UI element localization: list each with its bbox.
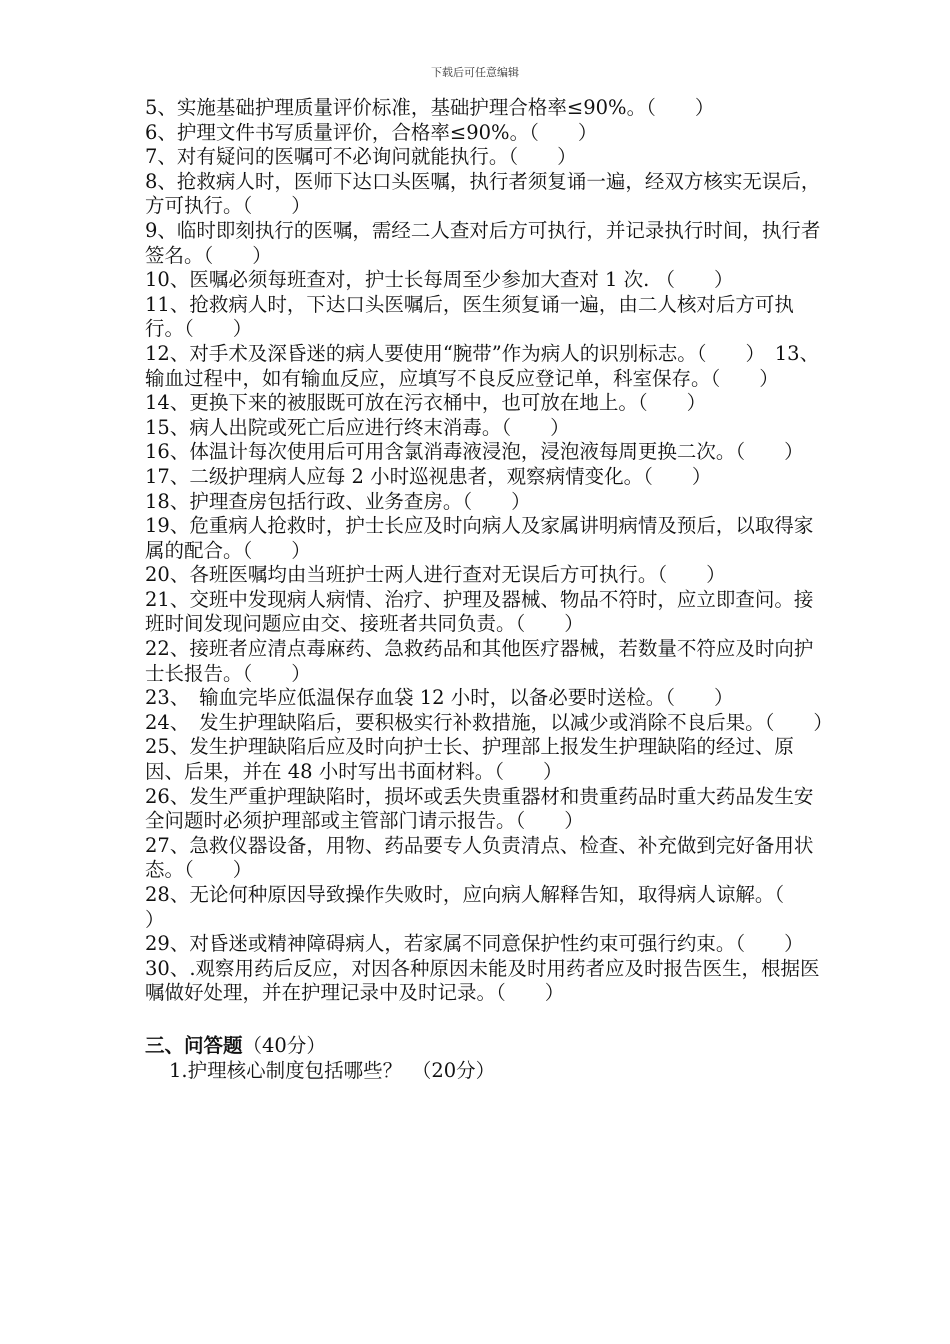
question-item: 5、实施基础护理质量评价标准，基础护理合格率≤90%。（ ） (145, 96, 715, 119)
true-false-items (145, 96, 833, 1006)
question-item: 10、医嘱必须每班查对，护士长每周至少参加大查对 1 次. （ ） (145, 268, 734, 292)
question-item: 18、护理查房包括行政、业务查房。（ ） (145, 489, 531, 513)
question-item: 23、 输血完毕应低温保存血袋 12 小时，以备必要时送检。（ ） (145, 686, 734, 710)
question-item: 27、急救仪器设备，用物、药品要专人负责清点、检查、补充做到完好备用状态。（ ） (145, 833, 814, 882)
question-item: 25、发生护理缺陷后应及时向护士长、护理部上报发生护理缺陷的经过、原因、后果，并在 48 小时写出书面材料。（ ） (145, 735, 794, 784)
question-item: 28、无论何种原因导致操作失败时，应向病人解释告知，取得病人谅解。（ ） (145, 883, 824, 931)
question-item: 6、护理文件书写质量评价，合格率≤90%。（ ） (145, 120, 598, 144)
question-item: 15、病人出院或死亡后应进行终末消毒。（ ） (145, 415, 570, 439)
question-item: 7、对有疑问的医嘱可不必询问就能执行。（ ） (145, 145, 577, 169)
section-score: （40分） (242, 1033, 326, 1057)
question-item: 17、二级护理病人应每 2 小时巡视患者，观察病情变化。（ ） (145, 464, 712, 488)
question-item: 26、发生严重护理缺陷时，损坏或丢失贵重器材和贵重药品时重大药品发生安全问题时必须护理部或主管部门请示报告。（ ） (145, 784, 814, 833)
page-header: 下载后可任意编辑 (431, 66, 519, 79)
question-item: 9、临时即刻执行的医嘱，需经二人查对后方可执行，并记录执行时间，执行者签名。（ ） (145, 218, 821, 267)
question-item: 24、 发生护理缺陷后，要积极实行补救措施，以减少或消除不良后果。（ ） (145, 710, 833, 734)
question-item: 8、抢救病人时，医师下达口头医嘱，执行者须复诵一遍，经双方核实无误后，方可执行。（ ） (145, 169, 821, 218)
section-heading (145, 1034, 825, 1059)
question-item: 21、交班中发现病人病情、治疗、护理及器械、物品不符时，应立即查问。接班时间发现问题应由交、接班者共同负责。（ ） (145, 587, 814, 636)
document-body (145, 96, 833, 1083)
question-item: 22、接班者应清点毒麻药、急救药品和其他医疗器械，若数量不符应及时向护士长报告。（ ） (145, 637, 814, 685)
question-item: 14、更换下来的被服既可放在污衣桶中，也可放在地上。（ ） (145, 391, 707, 415)
question-item: 19、危重病人抢救时，护士长应及时向病人及家属讲明病情及预后，以取得家属的配合。（ ） (145, 514, 814, 562)
question-item: 20、各班医嘱均由当班护士两人进行查对无误后方可执行。（ ） (145, 563, 726, 587)
question-item: 29、对昏迷或精神障碍病人，若家属不同意保护性约束可强行约束。（ ） (145, 932, 804, 956)
question-item: 16、体温计每次使用后可用含氯消毒液浸泡，浸泡液每周更换二次。（ ） (145, 440, 804, 464)
question-item: 12、对手术及深昏迷的病人要使用“腕带”作为病人的识别标志。（ ） 13、输血过程中，如有输血反应，应填写不良反应登记单，科室保存。（ ） (145, 341, 820, 390)
question-item: 11、抢救病人时，下达口头医嘱后，医生须复诵一遍，由二人核对后方可执行。（ ） (145, 292, 794, 341)
question-item: 30、.观察用药后反应，对因各种原因未能及时用药者应及时报告医生，根据医嘱做好处理，并在护理记录中及时记录。（ ） (145, 956, 820, 1005)
section-title: 三、问答题 (145, 1033, 243, 1057)
essay-question: 1.护理核心制度包括哪些？ （20分） (169, 1058, 496, 1082)
